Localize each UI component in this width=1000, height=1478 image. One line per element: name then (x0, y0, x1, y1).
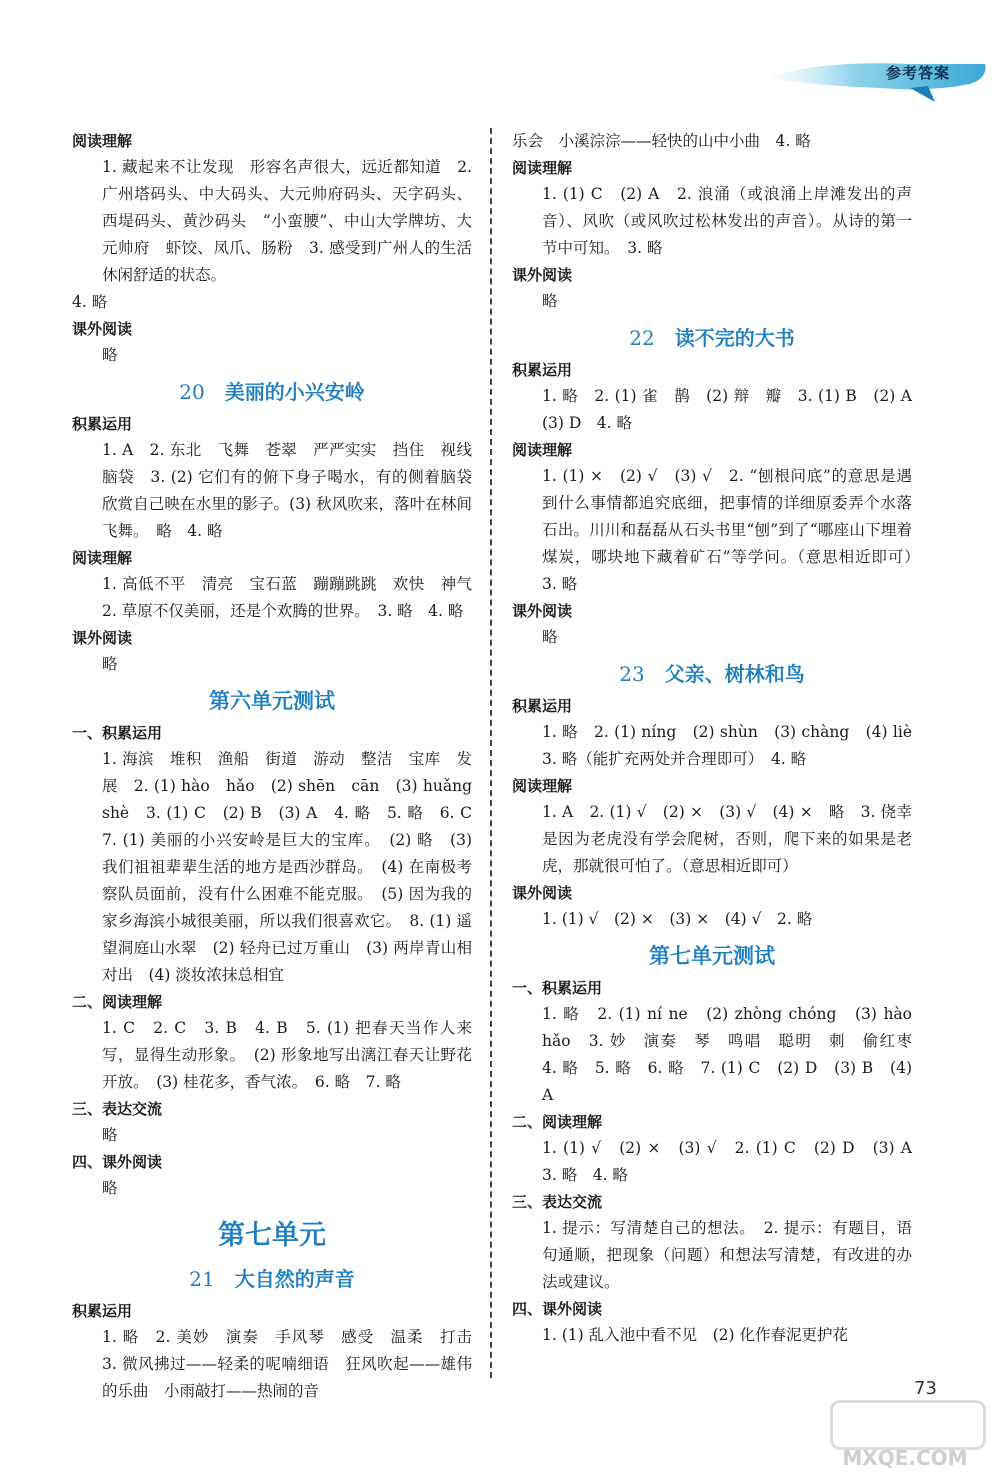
lesson-name: 读不完的大书 (674, 326, 795, 350)
section-heading: 阅读理解 (512, 159, 573, 177)
lesson-number: 22 (629, 326, 655, 350)
lesson-name: 大自然的声音 (234, 1267, 355, 1291)
section-heading: 阅读理解 (72, 549, 133, 567)
answer-text: 1. (1) √ (2) × (3) × (4) √ 2. 略 (542, 910, 813, 928)
unit-test-title: 第六单元测试 (209, 689, 335, 713)
watermark-logo (830, 1400, 986, 1450)
lesson-name: 美丽的小兴安岭 (224, 380, 365, 404)
lesson-name: 父亲、树林和鸟 (664, 662, 805, 686)
answer-text: 略 (102, 1179, 118, 1197)
answer-text: 1. (1) C (2) A 2. 浪涌（或浪涌上岸滩发出的声音）、风吹（或风吹过松林发出的声音）。从诗的第一节中可知。 3. 略 (542, 185, 912, 257)
answer-text: 1. 略 2. (1) níng (2) shùn (3) chàng (4) liè 3. 略（能扩充两处并合理即可） 4. 略 (542, 723, 928, 768)
answer-text: 略 (102, 1126, 118, 1144)
right-column (512, 128, 928, 1349)
answer-text: 1. (1) × (2) √ (3) √ 2. “刨根问底”的意思是遇到什么事情都追究底细，把事情的详细原委弄个水落石出。川川和磊磊从石头书里“刨”到了“哪座山下埋着煤炭，哪块地下藏着矿石”等学问。（意思相近即可） 3. 略 (542, 467, 928, 593)
section-heading: 课外阅读 (512, 884, 573, 902)
answer-text: 1. 提示：写清楚自己的想法。 2. 提示：有题目，语句通顺，把现象（问题）和想法写清楚，有改进的办法或建议。 (542, 1219, 912, 1291)
answer-text: 略 (102, 655, 118, 673)
unit-title: 第七单元 (218, 1220, 326, 1251)
answer-text: 1. A 2. (1) √ (2) × (3) √ (4) × 略 3. 侥幸是因为老虎没有学会爬树，否则，爬下来的如果是老虎，那就很可怕了。（意思相近即可） (542, 803, 912, 875)
section-heading: 三、表达交流 (512, 1193, 603, 1211)
section-heading: 课外阅读 (512, 602, 573, 620)
answer-text: 略 (542, 292, 558, 310)
section-heading: 一、积累运用 (512, 979, 603, 997)
section-heading: 课外阅读 (72, 320, 133, 338)
lesson-number: 23 (619, 662, 645, 686)
section-heading: 阅读理解 (512, 777, 573, 795)
watermark-url: MXQE.COM (842, 1446, 968, 1470)
section-heading: 二、阅读理解 (512, 1113, 603, 1131)
section-heading: 积累运用 (72, 415, 133, 433)
section-heading: 阅读理解 (512, 441, 573, 459)
answer-banner (760, 58, 990, 108)
answer-text: 1. 略 2. (1) ní ne (2) zhòng chóng (3) hào hǎo 3. 妙 演奏 琴 鸣唱 聪明 刺 偷红枣 4. 略 5. 略 6. 略 7. (1) C (2) D (3) B (4) A (542, 1005, 928, 1104)
lesson-title (512, 323, 912, 353)
section-heading: 四、课外阅读 (512, 1300, 603, 1318)
section-heading: 积累运用 (512, 697, 573, 715)
lesson-title (512, 659, 912, 689)
answer-text: 1. 略 2. (1) 雀 鹊 (2) 辩 瓣 3. (1) B (2) A (3) D 4. 略 (542, 387, 928, 432)
answer-text: 1. (1) 乱入池中看不见 (2) 化作春泥更护花 (542, 1326, 848, 1344)
section-heading: 积累运用 (512, 361, 573, 379)
answer-text: 1. 藏起来不让发现 形容名声很大，远近都知道 2. 广州塔码头、中大码头、大元帅府码头、天字码头、西堤码头、黄沙码头 “小蛮腰”、中山大学牌坊、大元帅府 虾饺、凤爪、肠粉 3. 感受到广州人的生活休闲舒适的状态。 (102, 158, 477, 284)
banner-brush-graphic (760, 58, 990, 108)
section-heading: 课外阅读 (72, 629, 133, 647)
section-heading: 一、积累运用 (72, 724, 163, 742)
banner-label: 参考答案 (885, 64, 950, 82)
answer-text: 略 (102, 346, 118, 364)
lesson-number: 20 (179, 380, 205, 404)
answer-text: 乐会 小溪淙淙——轻快的山中小曲 4. 略 (512, 132, 811, 150)
section-heading: 积累运用 (72, 1302, 133, 1320)
unit-test-title: 第七单元测试 (649, 944, 775, 968)
answer-text: 1. A 2. 东北 飞舞 苍翠 严严实实 挡住 视线 脑袋 3. (2) 它们有的俯下身子喝水，有的侧着脑袋欣赏自己映在水里的影子。(3) 秋风吹来，落叶在林间飞舞。 略 4. 略 (102, 441, 488, 540)
answer-text: 略 (542, 628, 558, 646)
lesson-title (72, 1264, 472, 1294)
answer-text: 4. 略 (72, 293, 108, 311)
section-heading: 阅读理解 (72, 132, 133, 150)
section-heading: 四、课外阅读 (72, 1153, 163, 1171)
left-column (72, 128, 488, 1405)
lesson-title (72, 377, 472, 407)
column-divider (490, 128, 492, 1378)
section-heading: 课外阅读 (512, 266, 573, 284)
section-heading: 三、表达交流 (72, 1100, 163, 1118)
answer-text: 1. 海滨 堆积 渔船 街道 游动 整洁 宝库 发展 2. (1) hào hǎo (2) shēn cān (3) huǎng shè 3. (1) C (2) B (3) A 4. 略 5. 略 6. C 7. (1) 美丽的小兴安岭是巨大的宝库。 (2) 略 (3) 我们祖祖辈辈生活的地方是西沙群岛。 (4) 在南极考察队员面前，没有什么困难不能克服。 (5) 因为我的家乡海滨小城很美丽，所以我们很喜欢它。 8. (1) 遥望洞庭山水翠 (2) 轻舟已过万重山 (3) 两岸青山相对出 (4) 淡妆浓抹总相宜 (102, 750, 488, 984)
answer-text: 1. C 2. C 3. B 4. B 5. (1) 把春天当作人来写，显得生动形象。 (2) 形象地写出漓江春天让野花开放。 (3) 桂花多，香气浓。 6. 略 7. 略 (102, 1019, 472, 1091)
lesson-number: 21 (189, 1267, 215, 1291)
watermark (820, 1400, 990, 1470)
section-heading: 二、阅读理解 (72, 993, 163, 1011)
page-number: 73 (914, 1378, 937, 1399)
answer-text: 1. (1) √ (2) × (3) √ 2. (1) C (2) D (3) A 3. 略 4. 略 (542, 1139, 928, 1184)
answer-text: 1. 略 2. 美妙 演奏 手风琴 感受 温柔 打击 3. 微风拂过——轻柔的呢喃细语 狂风吹起——雄伟的乐曲 小雨敲打——热闹的音 (102, 1328, 488, 1400)
answer-text: 1. 高低不平 清亮 宝石蓝 蹦蹦跳跳 欢快 神气 2. 草原不仅美丽，还是个欢腾的世界。 3. 略 4. 略 (102, 575, 488, 620)
